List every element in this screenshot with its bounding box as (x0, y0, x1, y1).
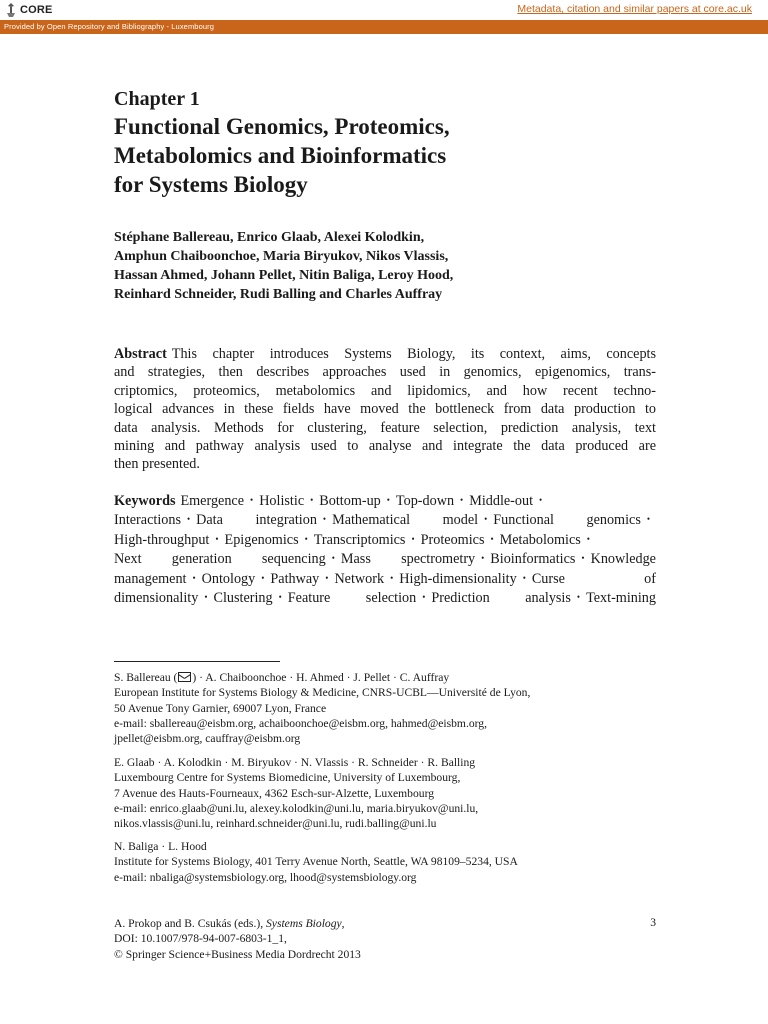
keyword-separator: • (484, 514, 488, 525)
keywords-line (114, 588, 656, 607)
affiliation-email: jpellet@eisbm.org, cauffray@eisbm.org (114, 732, 301, 746)
keyword: Mass spectrometry (340, 551, 476, 568)
author-line: Stéphane Ballereau, Enrico Glaab, Alexei Kolodkin, (114, 230, 425, 245)
keywords (114, 491, 656, 607)
keyword-separator: • (576, 592, 581, 603)
affiliation-email: e-mail: nbaliga@systemsbiology.org, lhood@systemsbiology.org (114, 870, 417, 884)
keyword-separator: • (460, 495, 464, 505)
book-citation: A. Prokop and B. Csukás (eds.), Systems Biology, (114, 917, 345, 930)
keyword: Feature selection (287, 590, 417, 607)
keyword-separator: • (215, 533, 219, 544)
page-number: 3 (650, 916, 656, 929)
abstract-line: then presented. (114, 456, 200, 473)
core-logo[interactable] (4, 2, 53, 18)
affiliation-email: nikos.vlassis@uni.lu, reinhard.schneider@uni.lu, rudi.balling@uni.lu (114, 817, 437, 831)
keyword-separator: • (261, 572, 265, 583)
keyword: management (114, 570, 187, 587)
affiliation-block (114, 670, 656, 746)
footnote-divider (114, 661, 280, 662)
keyword-separator: • (331, 553, 335, 564)
copyright: © Springer Science+Business Media Dordrecht 2013 (114, 947, 361, 961)
keyword-separator: • (522, 572, 526, 583)
keyword: Proteomics (420, 531, 485, 548)
keyword-separator: • (581, 553, 585, 564)
keyword: Mathematical model (332, 512, 479, 529)
affiliation-line: Institute for Systems Biology, 401 Terry Avenue North, Seattle, WA 98109–5234, USA (114, 855, 518, 869)
keyword-separator: • (646, 514, 651, 525)
keyword-separator: • (490, 533, 494, 544)
core-header (0, 0, 768, 34)
doi: DOI: 10.1007/978-94-007-6803-1_1, (114, 932, 287, 946)
keyword: Data integration (196, 512, 317, 529)
keyword-separator: • (322, 514, 327, 525)
keyword: Pathway (270, 570, 320, 587)
affiliation-authors: N. Baliga · L. Hood (114, 840, 207, 853)
keyword-separator: • (310, 495, 314, 505)
keyword: Holistic (259, 493, 305, 509)
abstract-line: logical advances in these fields have moved the bottleneck from data production to (114, 401, 656, 418)
keyword: Interactions (114, 512, 181, 529)
author-line: Hassan Ahmed, Johann Pellet, Nitin Baliga, Leroy Hood, (114, 268, 454, 283)
keyword: Middle-out (469, 493, 534, 509)
affiliation-email: e-mail: sballereau@eisbm.org, achaiboonchoe@eisbm.org, hahmed@eisbm.org, (114, 716, 487, 730)
affiliation-authors: S. Ballereau ( ) · A. Chaiboonchoe · H. Ahmed · J. Pellet · C. Auffray (114, 671, 450, 684)
keyword-separator: • (250, 495, 254, 505)
keyword: High-dimensionality (399, 570, 517, 587)
affiliation-line: Luxembourg Centre for Systems Biomedicine, University of Luxembourg, (114, 771, 461, 785)
keyword-separator: • (386, 495, 390, 505)
keyword-separator: • (411, 533, 415, 544)
affiliation-line: 7 Avenue des Hauts-Fourneaux, 4362 Esch-sur-Alzette, Luxembourg (114, 786, 435, 800)
keyword: Knowledge (590, 551, 656, 568)
abstract-line: This chapter introduces Systems Biology, its context, aims, concepts (171, 346, 656, 362)
keyword-separator: • (278, 592, 282, 603)
keywords-line (114, 569, 656, 588)
keyword: Transcriptomics (313, 531, 406, 548)
keyword-separator: • (539, 495, 543, 505)
abstract-label: Abstract (114, 346, 167, 362)
keyword: Epigenomics (224, 531, 299, 548)
abstract-line: data analysis. Methods for clustering, feature selection, prediction analysis, text (114, 419, 656, 436)
core-top-bar (0, 0, 768, 21)
author-list (114, 228, 656, 304)
keyword: Clustering (213, 590, 273, 607)
affiliation-line: European Institute for Systems Biology & Medicine, CNRS-UCBL—Université de Lyon, (114, 686, 531, 700)
keyword: Functional genomics (493, 512, 641, 529)
keyword: Top-down (395, 493, 455, 509)
keyword: Bottom-up (319, 493, 381, 509)
chapter-title-line-3: for Systems Biology (114, 172, 308, 197)
keyword-separator: • (325, 572, 329, 583)
keyword: Bioinformatics (490, 551, 576, 568)
chapter-title-line-2: Metabolomics and Bioinformatics (114, 143, 447, 168)
abstract-line: criptomics, proteomics, metabolomics and lipidomics, and how recent techno- (114, 382, 656, 399)
affiliation-email: e-mail: enrico.glaab@uni.lu, alexey.kolodkin@uni.lu, maria.biryukov@uni.lu, (114, 801, 479, 815)
affiliation-line: 50 Avenue Tony Garnier, 69007 Lyon, France (114, 701, 327, 715)
author-line: Amphun Chaiboonchoe, Maria Biryukov, Nikos Vlassis, (114, 249, 449, 264)
core-provided-bar (0, 21, 768, 34)
keywords-line (114, 549, 656, 568)
keywords-label: Keywords (114, 493, 176, 509)
core-metadata-link[interactable]: Metadata, citation and similar papers at core.ac.uk (517, 3, 752, 15)
publication-info (114, 916, 656, 962)
keyword-separator: • (422, 592, 426, 603)
keyword: dimensionality (114, 590, 199, 607)
provided-by-text[interactable]: Provided by Open Repository and Bibliography - Luxembourg (4, 22, 214, 31)
envelope-icon (178, 672, 191, 682)
keyword: High-throughput (114, 531, 210, 548)
keywords-line (114, 530, 656, 549)
abstract (114, 345, 656, 474)
core-logo-icon (4, 2, 18, 18)
keyword-separator: • (192, 572, 196, 583)
book-title: Systems Biology (266, 917, 342, 930)
keyword-separator: • (186, 514, 191, 525)
keyword: Text-mining (586, 590, 656, 607)
abstract-line: and strategies, then describes approaches used in genomics, epigenomics, trans- (114, 364, 656, 381)
keyword: Emergence (180, 493, 245, 509)
affiliation-block (114, 839, 656, 885)
core-logo-text: CORE (20, 4, 53, 16)
keyword: Next generation sequencing (114, 551, 326, 568)
keyword-separator: • (204, 592, 208, 603)
keywords-line (114, 510, 656, 529)
keywords-line (114, 491, 656, 510)
keyword-separator: • (304, 533, 308, 544)
keyword-separator: • (586, 533, 590, 544)
affiliation-block (114, 755, 656, 831)
chapter-label: Chapter 1 (114, 88, 200, 110)
keyword-separator: • (390, 572, 394, 583)
author-line: Reinhard Schneider, Rudi Balling and Charles Auffray (114, 287, 443, 302)
keyword-separator: • (481, 553, 485, 564)
keyword: Metabolomics (499, 531, 581, 548)
keyword: Curse of (531, 570, 656, 587)
keyword: Network (334, 570, 385, 587)
abstract-line: mining and pathway analysis used to analyse and integrate the data produced are (114, 438, 656, 455)
chapter-title-line-1: Functional Genomics, Proteomics, (114, 114, 450, 139)
keyword: Prediction analysis (431, 590, 571, 607)
keyword: Ontology (201, 570, 256, 587)
affiliation-authors: E. Glaab · A. Kolodkin · M. Biryukov · N. Vlassis · R. Schneider · R. Balling (114, 756, 476, 769)
